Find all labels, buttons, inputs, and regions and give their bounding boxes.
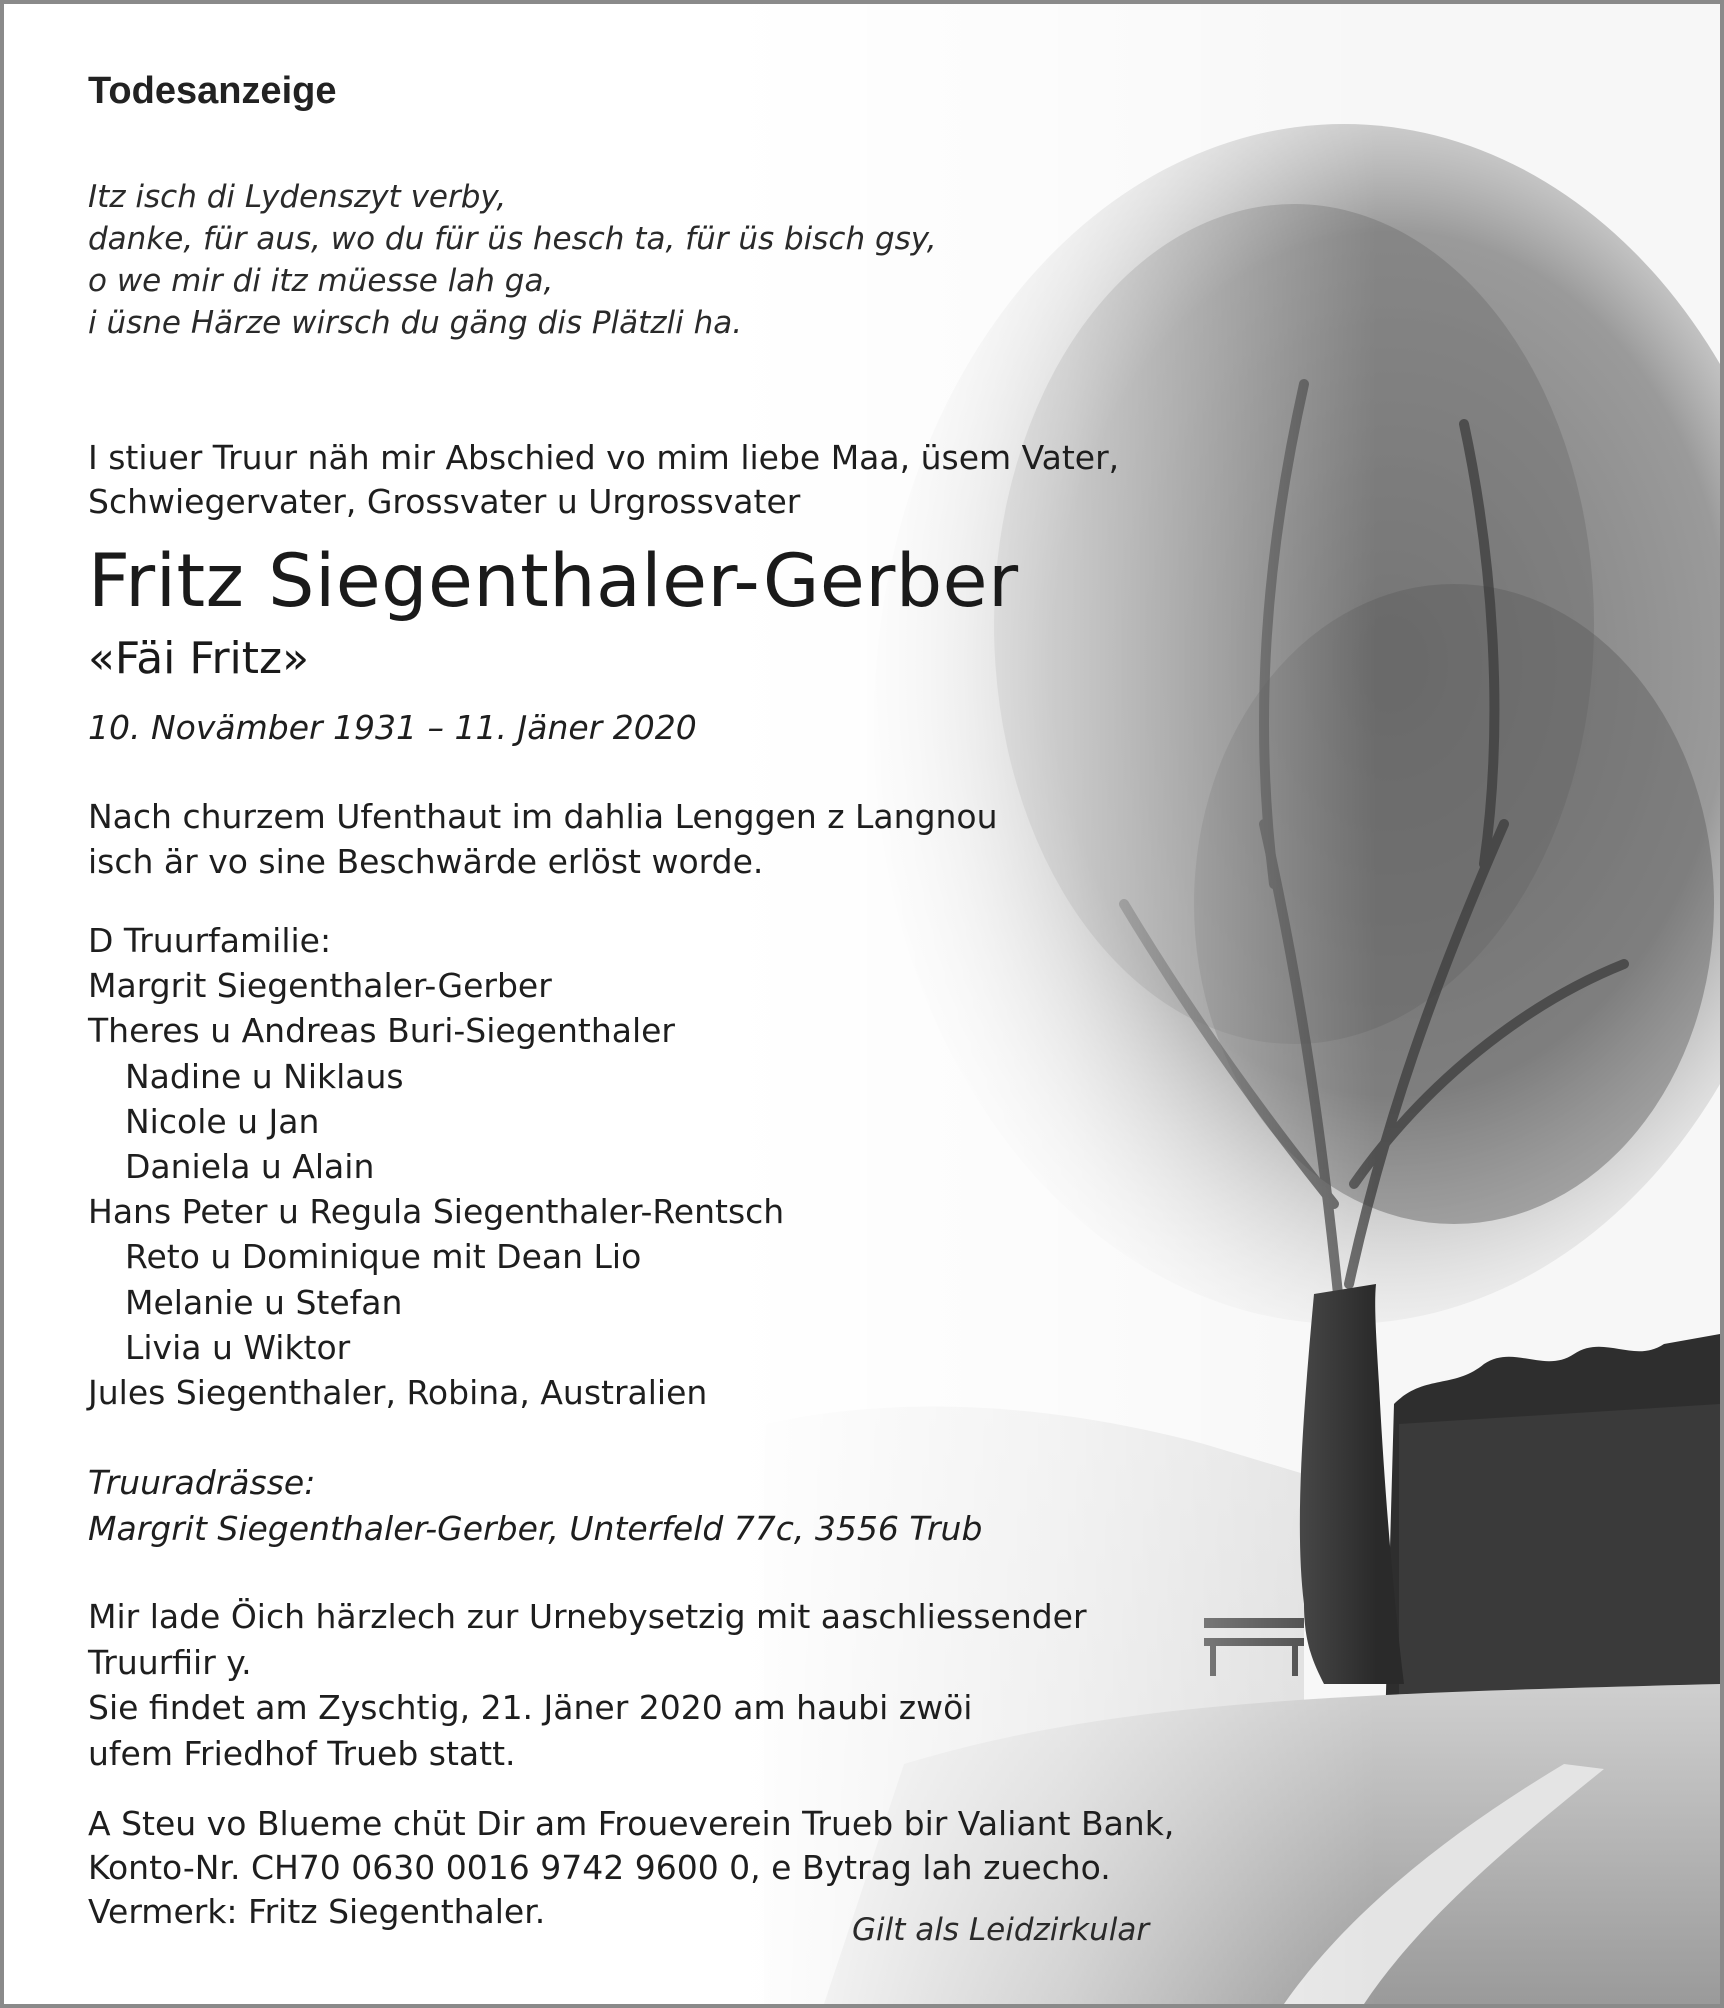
funeral-invitation	[88, 1594, 1087, 1776]
intro-line: I stiuer Truur näh mir Abschied vo mim liebe Maa, üsem Vater,	[88, 438, 1120, 477]
message-line: isch är vo sine Beschwärde erlöst worde.	[88, 842, 764, 881]
family-member: Theres u Andreas Buri-Siegenthaler	[88, 1011, 675, 1051]
message-line: Nach churzem Ufenthaut im dahlia Lenggen z Langnou	[88, 797, 998, 836]
invitation-line: Truurfiir y.	[88, 1642, 252, 1682]
poem	[88, 176, 937, 344]
family-member: Margrit Siegenthaler-Gerber	[88, 966, 552, 1006]
family-member: Melanie u Stefan	[125, 1282, 403, 1322]
life-dates: 10. Novämber 1931 – 11. Jäner 2020	[88, 708, 697, 747]
notice-heading: Todesanzeige	[88, 70, 337, 112]
intro-text	[88, 436, 1119, 524]
poem-line: i üsne Härze wirsch du gäng dis Plätzli ha.	[88, 305, 743, 341]
invitation-line: Mir lade Öich härzlech zur Urnebysetzig mit aaschliessender	[88, 1597, 1087, 1636]
deceased-name: Fritz Siegenthaler-Gerber	[88, 539, 1019, 624]
invitation-line: ufem Friedhof Trueb statt.	[88, 1733, 516, 1773]
family-member: Hans Peter u Regula Siegenthaler-Rentsch	[88, 1192, 785, 1232]
family-member: Nadine u Niklaus	[125, 1056, 404, 1096]
intro-line: Schwiegervater, Grossvater u Urgrossvater	[88, 482, 801, 521]
family-member: Livia u Wiktor	[125, 1327, 351, 1367]
deceased-nickname: «Fäi Fritz»	[88, 633, 310, 684]
family-member: Daniela u Alain	[125, 1147, 375, 1187]
donation-line: Konto-Nr. CH70 0630 0016 9742 9600 0, e Bytrag lah zuecho.	[88, 1848, 1111, 1887]
family-label: D Truurfamilie:	[88, 921, 332, 960]
death-message	[88, 794, 998, 884]
donation-line: A Steu vo Blueme chüt Dir am Froueverein Trueb bir Valiant Bank,	[88, 1804, 1175, 1843]
closing-note: Gilt als Leidzirkular	[852, 1912, 1150, 1948]
address-value: Margrit Siegenthaler-Gerber, Unterfeld 77c, 3556 Trub	[88, 1509, 983, 1548]
address-label: Truuradrässe:	[88, 1463, 316, 1502]
family-member: Jules Siegenthaler, Robina, Australien	[88, 1373, 708, 1413]
poem-line: danke, für aus, wo du für üs hesch ta, für üs bisch gsy,	[88, 221, 937, 257]
poem-line: Itz isch di Lydenszyt verby,	[88, 179, 507, 215]
poem-line: o we mir di itz müesse lah ga,	[88, 263, 554, 299]
family-list	[88, 918, 784, 1415]
mourning-address	[88, 1460, 982, 1552]
family-member: Nicole u Jan	[125, 1101, 320, 1141]
family-member: Reto u Dominique mit Dean Lio	[125, 1237, 642, 1277]
donation-line: Vermerk: Fritz Siegenthaler.	[88, 1892, 546, 1931]
invitation-line: Sie findet am Zyschtig, 21. Jäner 2020 am haubi zwöi	[88, 1688, 973, 1727]
